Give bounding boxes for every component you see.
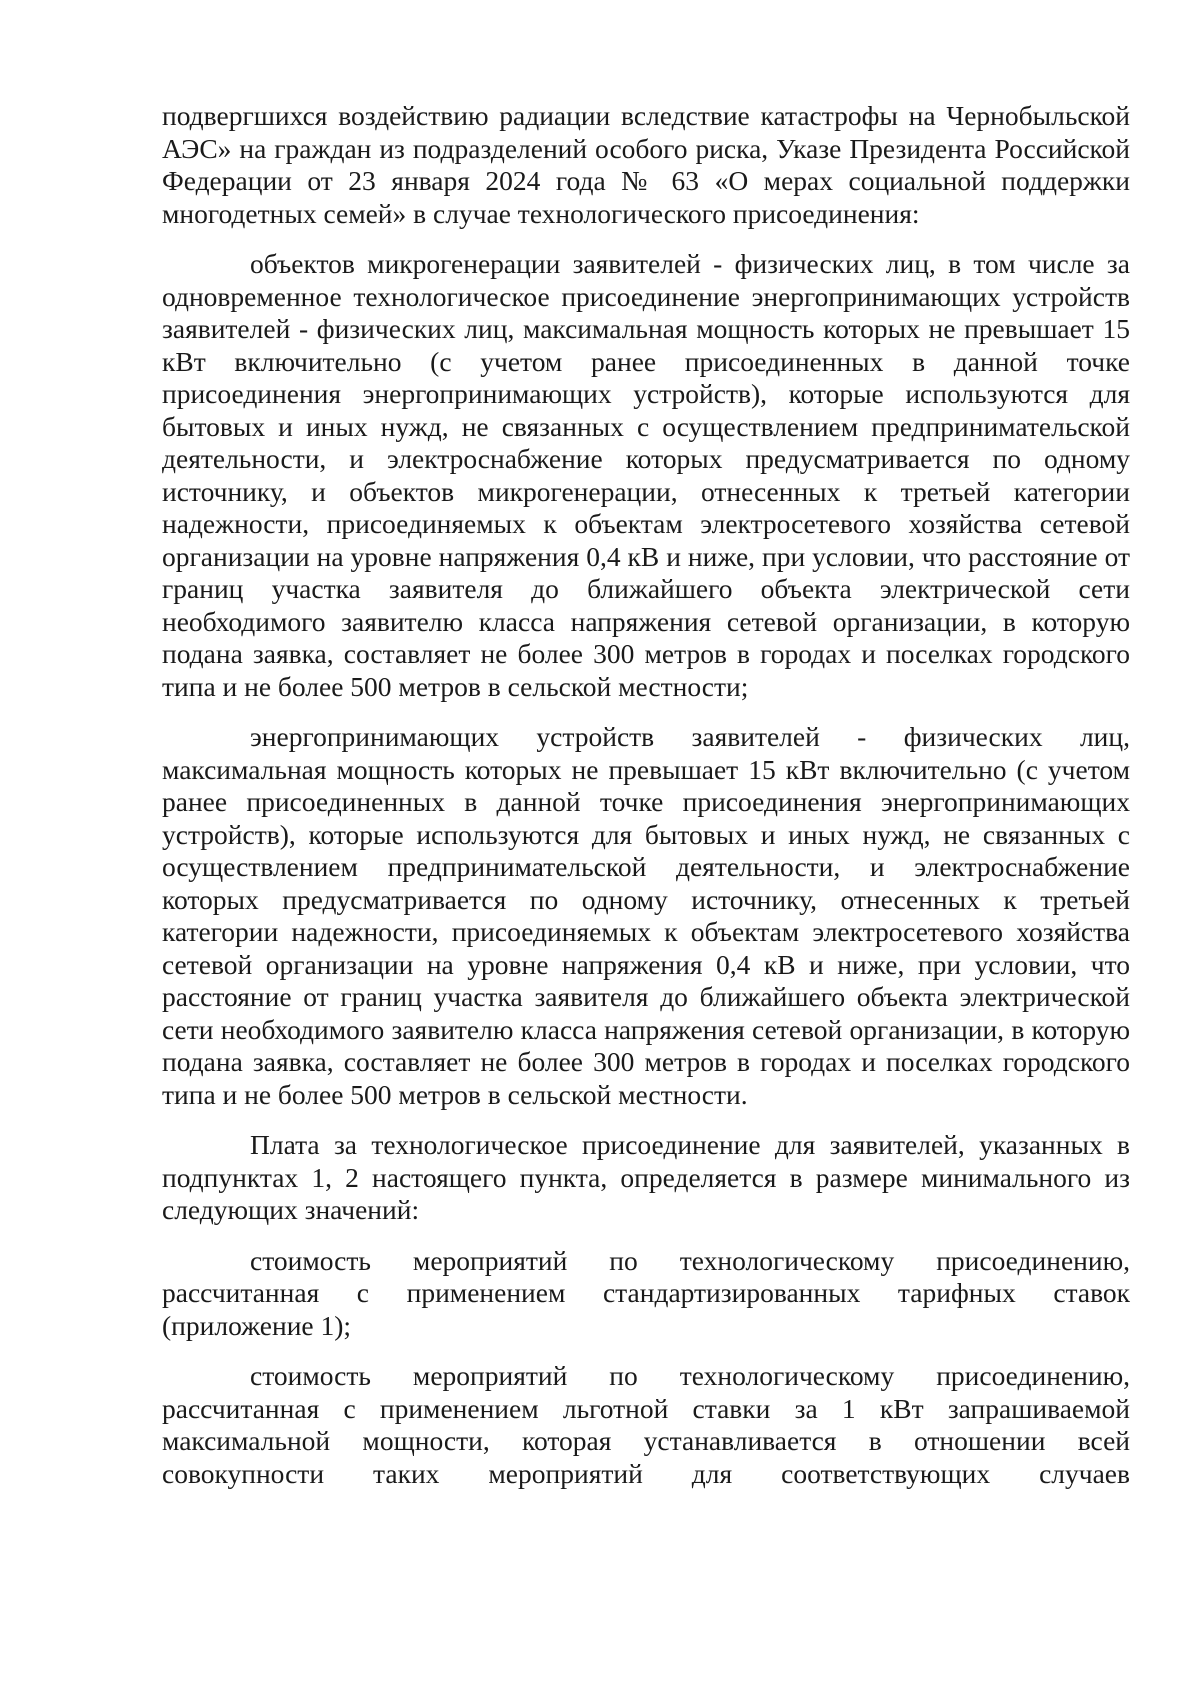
- paragraph-connection-fee: Плата за технологическое присоединение для заявителей, указанных в подпунктах 1, 2 настоящего пункта, определяется в размере минимального из следующих значений:: [162, 1129, 1130, 1225]
- paragraph-power-receiving-devices: энергопринимающих устройств заявителей - физических лиц, максимальная мощность которых не превышает 15 кВт включительно (с учетом ранее присоединенных в данной точке присоединения энергопринимающих устройств), которые используются для бытовых и иных нужд, не связанных с осуществлением предпринимательской деятельности, и электроснабжение которых предусматривается по одному источнику, отнесенных к третьей категории надежности, присоединяемых к объектам электросетевого хозяйства сетевой организации на уровне напряжения 0,4 кВ и ниже, при условии, что расстояние от границ участка заявителя до ближайшего объекта электрической сети необходимого заявителю класса напряжения сетевой организации, в которую подана заявка, составляет не более 300 метров в городах и поселках городского типа и не более 500 метров в сельской местности.: [162, 721, 1130, 1110]
- paragraph-preferential-rate: стоимость мероприятий по технологическому присоединению, рассчитанная с применением льготной ставки за 1 кВт запрашиваемой максимальной мощности, которая устанавливается в отношении всей совокупности таких мероприятий для соответствующих случаев: [162, 1360, 1130, 1489]
- paragraph-standard-rates: стоимость мероприятий по технологическому присоединению, рассчитанная с применением стандартизированных тарифных ставок (приложение 1);: [162, 1244, 1130, 1341]
- document-page: [162, 100, 1130, 1508]
- paragraph-continuation: подвергшихся воздействию радиации вследствие катастрофы на Чернобыльской АЭС» на граждан из подразделений особого риска, Указе Президента Российской Федерации от 23 января 2024 года № 63 «О мерах социальной поддержки многодетных семей» в случае технологического присоединения:: [162, 100, 1130, 229]
- paragraph-microgeneration: объектов микрогенерации заявителей - физических лиц, в том числе за одновременное технологическое присоединение энергопринимающих устройств заявителей - физических лиц, максимальная мощность которых не превышает 15 кВт включительно (с учетом ранее присоединенных в данной точке присоединения энергопринимающих устройств), которые используются для бытовых и иных нужд, не связанных с осуществлением предпринимательской деятельности, и электроснабжение которых предусматривается по одному источнику, и объектов микрогенерации, отнесенных к третьей категории надежности, присоединяемых к объектам электросетевого хозяйства сетевой организации на уровне напряжения 0,4 кВ и ниже, при условии, что расстояние от границ участка заявителя до ближайшего объекта электрической сети необходимого заявителю класса напряжения сетевой организации, в которую подана заявка, составляет не более 300 метров в городах и поселках городского типа и не более 500 метров в сельской местности;: [162, 248, 1130, 702]
